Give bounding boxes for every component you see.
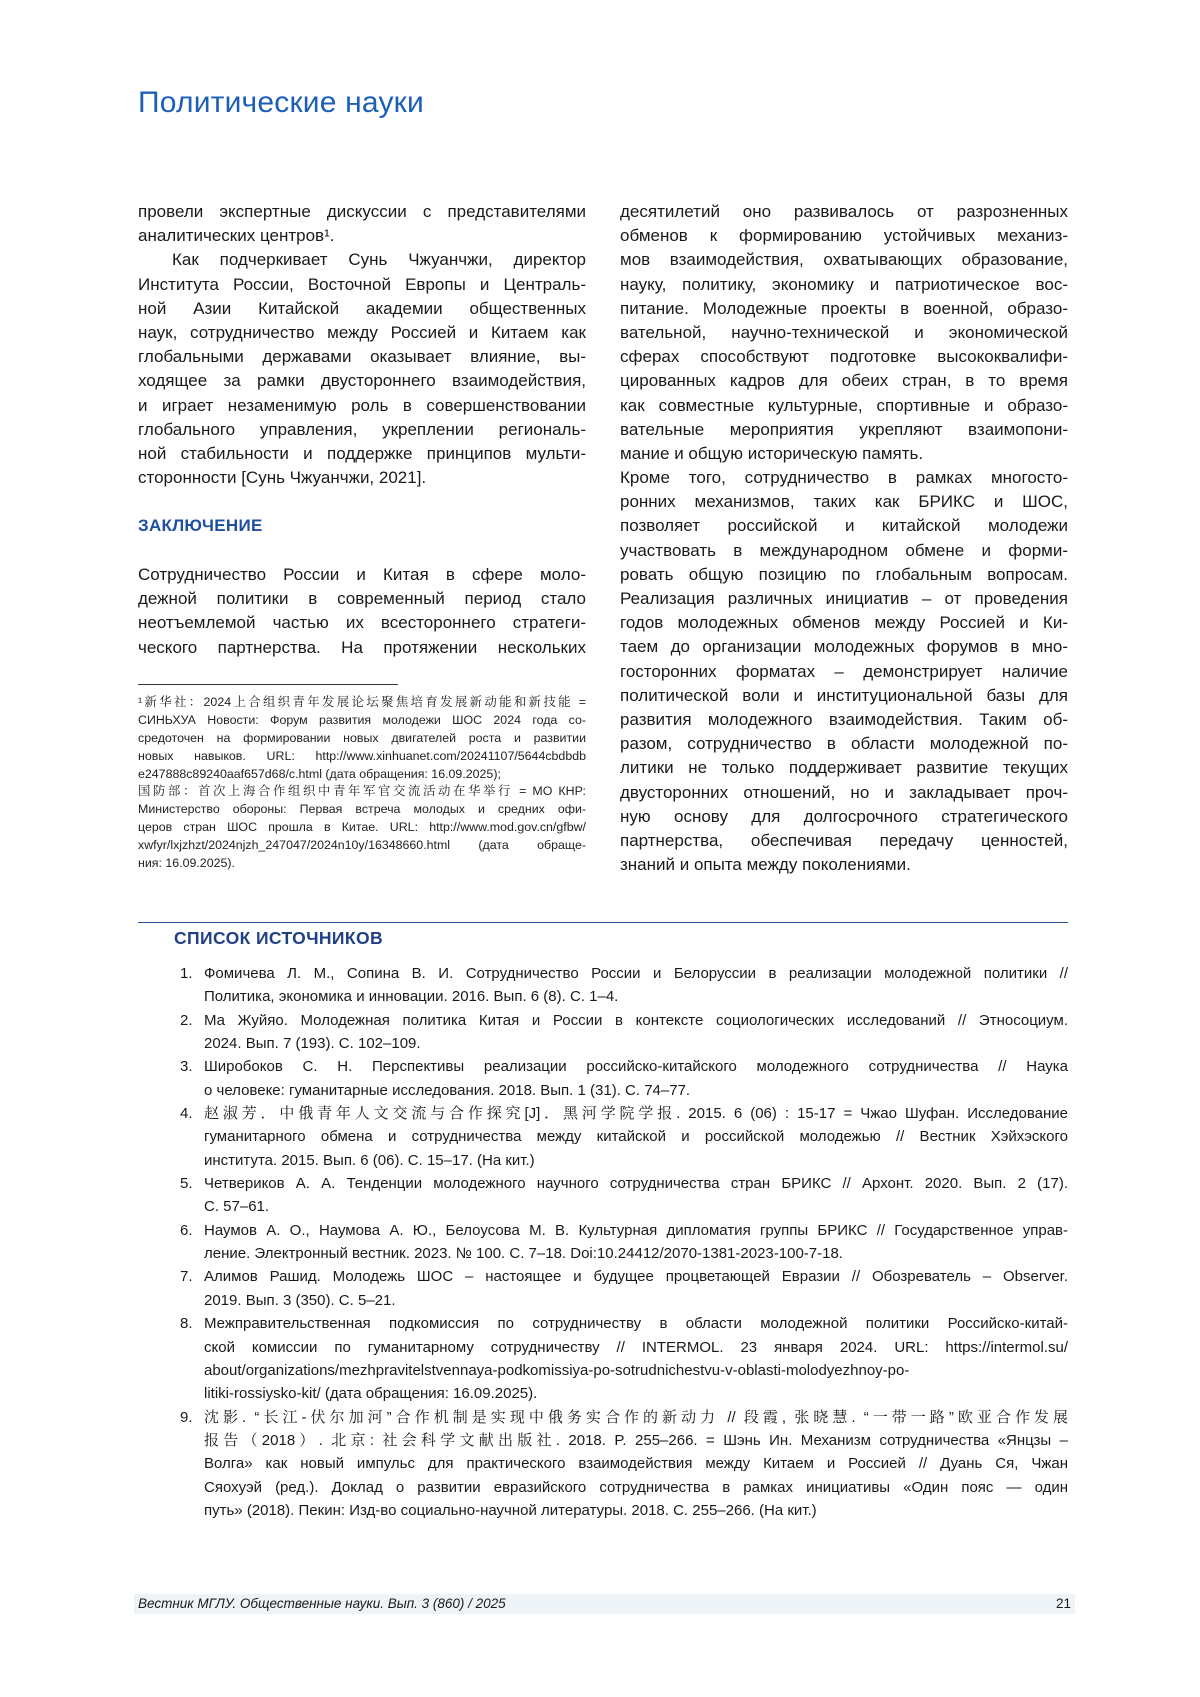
paragraph bbox=[138, 694, 586, 783]
reference-line: 2024. Вып. 7 (193). С. 102–109. bbox=[204, 1032, 1068, 1055]
text-line: ходящее за рамки двустороннего взаимодействия, bbox=[138, 369, 586, 393]
reference-item bbox=[180, 1172, 1068, 1219]
reference-line: Волга» как новый импульс для практического взаимодействия между Китаем и Россией // Дуань Ся, Чжан bbox=[204, 1452, 1068, 1475]
text-line: разом, сотрудничество в области молодежной по- bbox=[620, 732, 1068, 756]
reference-line: 报告（2018）. 北京: 社会科学文献出版社. 2018. P. 255–266. = Шэнь Ин. Механизм сотрудничества «Янцзы – bbox=[204, 1429, 1068, 1452]
reference-number: 4. bbox=[180, 1102, 193, 1125]
text-line: ровать общую позицию по глобальным вопросам. bbox=[620, 563, 1068, 587]
text-line: ния: 16.09.2025). bbox=[138, 855, 586, 873]
reference-number: 5. bbox=[180, 1172, 193, 1195]
text-line: Сотрудничество России и Китая в сфере моло- bbox=[138, 563, 586, 587]
reference-line: ской комиссии по гуманитарному сотрудничеству // INTERMOL. 23 января 2024. URL: https://intermol.su/ bbox=[204, 1336, 1068, 1359]
text-line: средоточен на формировании новых двигателей роста и развитии bbox=[138, 730, 586, 748]
paragraph bbox=[138, 200, 586, 248]
text-line: десятилетий оно развивалось от разрозненных bbox=[620, 200, 1068, 224]
text-line: глобальными державами оказывает влияние, вы- bbox=[138, 345, 586, 369]
text-line: науку, политику, экономику и патриотическое вос- bbox=[620, 273, 1068, 297]
text-line: дежной политики в современный период стало bbox=[138, 587, 586, 611]
text-line: новых навыков. URL: http://www.xinhuanet.com/20241107/5644cbdbdb bbox=[138, 748, 586, 766]
reference-line: 赵淑芳．中俄青年人文交流与合作探究[J]．黑河学院学报. 2015. 6 (06) : 15-17 = Чжао Шуфан. Исследование bbox=[204, 1102, 1068, 1125]
text-line: партнерства, обеспечивая передачу ценностей, bbox=[620, 829, 1068, 853]
text-line: политической воли и институциональной базы для bbox=[620, 684, 1068, 708]
reference-item bbox=[180, 962, 1068, 1009]
text-line: обменов к формированию устойчивых механиз- bbox=[620, 224, 1068, 248]
text-line: Кроме того, сотрудничество в рамках многосто- bbox=[620, 466, 1068, 490]
reference-line: litiki-rossiysko-kit/ (дата обращения: 16.09.2025). bbox=[204, 1382, 1068, 1405]
paragraph bbox=[138, 563, 586, 660]
reference-line: 2019. Вып. 3 (350). С. 5–21. bbox=[204, 1289, 1068, 1312]
reference-line: Алимов Рашид. Молодежь ШОС – настоящее и будущее процветающей Евразии // Обозреватель – Observer. bbox=[204, 1265, 1068, 1288]
page-number: 21 bbox=[1056, 1594, 1071, 1614]
text-line: знаний и опыта между поколениями. bbox=[620, 853, 1068, 877]
reference-line: Наумов А. О., Наумова А. Ю., Белоусова М. В. Культурная дипломатия группы БРИКС // Государственное управ- bbox=[204, 1219, 1068, 1242]
footer-journal-title: Вестник МГЛУ. Общественные науки. Вып. 3 (860) / 2025 bbox=[138, 1594, 506, 1614]
text-line: участвовать в международном обмене и форми- bbox=[620, 539, 1068, 563]
references-heading: СПИСОК ИСТОЧНИКОВ bbox=[174, 928, 383, 949]
paragraph bbox=[620, 466, 1068, 877]
text-line: Реализация различных инициатив – от проведения bbox=[620, 587, 1068, 611]
text-line: развития молодежного взаимодействия. Таким об- bbox=[620, 708, 1068, 732]
text-line: церов стран ШОС прошла в Китае. URL: http://www.mod.gov.cn/gfbw/ bbox=[138, 819, 586, 837]
reference-item bbox=[180, 1055, 1068, 1102]
reference-line: института. 2015. Вып. 6 (06). С. 15–17. (На кит.) bbox=[204, 1149, 1068, 1172]
reference-line: Сяохуэй (ред.). Доклад о развитии евразийского сотрудничества в рамках инициативы «Один пояс — один bbox=[204, 1476, 1068, 1499]
reference-line: Ма Жуйяо. Молодежная политика Китая и России в контексте социологических исследований // Этносоциум. bbox=[204, 1009, 1068, 1032]
text-line: годов молодежных обменов между Россией и Ки- bbox=[620, 611, 1068, 635]
reference-number: 9. bbox=[180, 1406, 193, 1429]
text-line: питание. Молодежные проекты в военной, образо- bbox=[620, 297, 1068, 321]
paragraph bbox=[620, 200, 1068, 466]
footnote bbox=[138, 694, 586, 873]
reference-number: 3. bbox=[180, 1055, 193, 1078]
reference-line: гуманитарного обмена и сотрудничества между китайской и российской молодежью // Вестник Хэйхэского bbox=[204, 1125, 1068, 1148]
text-line: ной стабильности и поддержке принципов мульти- bbox=[138, 442, 586, 466]
text-line: неотъемлемой частью их всестороннего стратеги- bbox=[138, 611, 586, 635]
reference-line: Широбоков С. Н. Перспективы реализации российско-китайского молодежного сотрудничества // Наука bbox=[204, 1055, 1068, 1078]
text-line: как совместные культурные, спортивные и образо- bbox=[620, 394, 1068, 418]
reference-line: Межправительственная подкомиссия по сотрудничеству в области молодежной политики Российско-китай- bbox=[204, 1312, 1068, 1335]
reference-item bbox=[180, 1312, 1068, 1405]
references-list bbox=[180, 962, 1068, 1522]
text-line: ¹新华社：2024上合组织青年发展论坛聚焦培育发展新动能和新技能 = bbox=[138, 694, 586, 712]
text-line: провели экспертные дискуссии с представителями bbox=[138, 200, 586, 224]
conclusion-heading: ЗАКЛЮЧЕНИЕ bbox=[138, 516, 263, 536]
reference-item bbox=[180, 1406, 1068, 1523]
reference-number: 2. bbox=[180, 1009, 193, 1032]
text-line: позволяет российской и китайской молодежи bbox=[620, 514, 1068, 538]
left-column-text bbox=[138, 200, 586, 490]
text-line: глобального управления, укреплении региональ- bbox=[138, 418, 586, 442]
text-line: двусторонних отношений, но и закладывает проч- bbox=[620, 781, 1068, 805]
reference-line: 沈影. “长江-伏尔加河”合作机制是实现中俄务实合作的新动力 // 段霞, 张晓慧. “一带一路”欧亚合作发展 bbox=[204, 1406, 1068, 1429]
text-line: наук, сотрудничество между Россией и Китаем как bbox=[138, 321, 586, 345]
text-line: xwfyr/lxjzhzt/2024njzh_247047/2024n10y/16348660.html (дата обраще- bbox=[138, 837, 586, 855]
right-column-text bbox=[620, 200, 1068, 877]
reference-line: Фомичева Л. М., Сопина В. И. Сотрудничество России и Белоруссии в реализации молодежной политики // bbox=[204, 962, 1068, 985]
reference-line: Четвериков А. А. Тенденции молодежного научного сотрудничества стран БРИКС // Архонт. 2020. Вып. 2 (17). bbox=[204, 1172, 1068, 1195]
text-line: мов взаимодействия, охватывающих образование, bbox=[620, 248, 1068, 272]
reference-number: 7. bbox=[180, 1265, 193, 1288]
text-line: Министерство обороны: Первая встреча молодых и средних офи- bbox=[138, 801, 586, 819]
text-line: сферах способствуют подготовке высококвалифи- bbox=[620, 345, 1068, 369]
footnote-divider bbox=[138, 684, 398, 685]
reference-item bbox=[180, 1102, 1068, 1172]
reference-line: о человеке: гуманитарные исследования. 2018. Вып. 1 (31). С. 74–77. bbox=[204, 1079, 1068, 1102]
reference-number: 8. bbox=[180, 1312, 193, 1335]
text-line: цированных кадров для обеих стран, в то время bbox=[620, 369, 1068, 393]
section-title: Политические науки bbox=[138, 86, 424, 120]
paragraph bbox=[138, 248, 586, 490]
paragraph bbox=[138, 783, 586, 872]
text-line: СИНЬХУА Новости: Форум развития молодежи ШОС 2024 года со- bbox=[138, 712, 586, 730]
text-line: аналитических центров¹. bbox=[138, 224, 586, 248]
reference-line: Политика, экономика и инновации. 2016. Вып. 6 (8). С. 1–4. bbox=[204, 985, 1068, 1008]
text-line: e247888c89240aaf657d68/c.html (дата обращения: 16.09.2025); bbox=[138, 766, 586, 784]
reference-line: путь» (2018). Пекин: Изд-во социально-научной литературы. 2018. С. 255–266. (На кит.) bbox=[204, 1499, 1068, 1522]
reference-line: about/organizations/mezhpravitelstvennaya-podkomissiya-po-sotrudnichestvu-v-oblasti-molodyezhnoy-po- bbox=[204, 1359, 1068, 1382]
reference-number: 6. bbox=[180, 1219, 193, 1242]
text-line: ронних механизмов, таких как БРИКС и ШОС, bbox=[620, 490, 1068, 514]
conclusion-text bbox=[138, 563, 586, 660]
reference-line: ление. Электронный вестник. 2023. № 100. С. 7–18. Doi:10.24412/2070-1381-2023-100-7-18. bbox=[204, 1242, 1068, 1265]
text-line: Как подчеркивает Сунь Чжуанчжи, директор bbox=[138, 248, 586, 272]
text-line: ной Азии Китайской академии общественных bbox=[138, 297, 586, 321]
reference-item bbox=[180, 1219, 1068, 1266]
text-line: таем до организации молодежных форумов в мно- bbox=[620, 635, 1068, 659]
reference-item bbox=[180, 1265, 1068, 1312]
text-line: вательные мероприятия укрепляют взаимопони- bbox=[620, 418, 1068, 442]
page-footer bbox=[134, 1594, 1075, 1614]
reference-item bbox=[180, 1009, 1068, 1056]
text-line: вательной, научно-технической и экономической bbox=[620, 321, 1068, 345]
text-line: ческого партнерства. На протяжении нескольких bbox=[138, 636, 586, 660]
text-line: госторонних форматах – демонстрирует наличие bbox=[620, 660, 1068, 684]
text-line: ную основу для долгосрочного стратегического bbox=[620, 805, 1068, 829]
text-line: 国防部：首次上海合作组织中青年军官交流活动在华举行 = МО КНР: bbox=[138, 783, 586, 801]
references-divider bbox=[138, 922, 1068, 923]
reference-number: 1. bbox=[180, 962, 193, 985]
text-line: Института России, Восточной Европы и Централь- bbox=[138, 273, 586, 297]
text-line: сторонности [Сунь Чжуанчжи, 2021]. bbox=[138, 466, 586, 490]
text-line: литики не только поддерживает развитие текущих bbox=[620, 756, 1068, 780]
text-line: и играет незаменимую роль в совершенствовании bbox=[138, 394, 586, 418]
text-line: мание и общую историческую память. bbox=[620, 442, 1068, 466]
reference-line: С. 57–61. bbox=[204, 1195, 1068, 1218]
